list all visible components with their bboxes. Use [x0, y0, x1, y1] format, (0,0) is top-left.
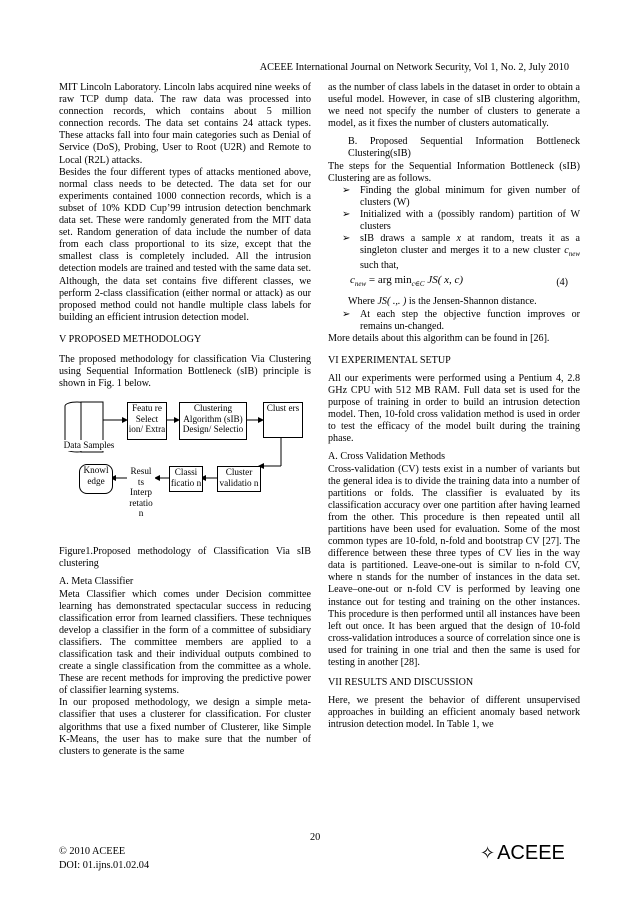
- right-column: [328, 82, 580, 732]
- steps-list-cont: [328, 309, 580, 333]
- feature-selection-box: Featu re Select ion/ Extra: [127, 402, 167, 440]
- paragraph: Meta Classifier which comes under Decision committee learning has demonstrated spectacular success in reducing classification error from learned classifiers. These techniques develop a classifier in the form of a committee of subsidiary classifiers. The committee members are applied to a classification task and their individual outputs combined to create a single classification from the committee as a whole. These are recent methods for improving the predictive power of classifier learning systems.: [59, 588, 311, 697]
- clusters-box: Clust ers: [263, 402, 303, 438]
- equation-where: Where JS( .,. ) is the Jensen-Shannon distance.: [348, 296, 537, 308]
- list-item: ➢ Initialized with a (possibly random) partition of W clusters: [342, 208, 580, 233]
- list-item: ➢ Finding the global minimum for given number of clusters (W): [342, 184, 580, 208]
- paragraph: In our proposed methodology, we design a simple meta-classifier that uses a clusterer for classification. For cluster algorithms that use a fixed number of Clusterer, like Simple K-Means, the user has to make sure that the number of clusters to generate is the same: [59, 697, 311, 757]
- section-heading-proposed-methodology: V PROPOSED METHODOLOGY: [59, 333, 202, 345]
- list-item: ➢ sIB draws a sample x at random, treats it as a singleton cluster and merges it to a new cluster $c_{new}$ such that,: [342, 233, 580, 272]
- cluster-validation-box: Cluster validatio n: [217, 466, 261, 492]
- paragraph: The proposed methodology for classification Via Clustering using Sequential Information Bottleneck (sIB) principle is shown in Fig. 1 below.: [59, 353, 311, 390]
- knowledge-box: Knowl edge: [79, 464, 113, 494]
- paragraph: Cross-validation (CV) tests exist in a number of variants but the general idea is to divide the training data into a number of partitions or folds. The classifier is evaluated by its classification accuracy over one partition after having learned from the other. This procedure is then repeated until all partitions have been used for evaluation. Some of the most common types are 10-fold, n-fold and bootstrap CV [27]. The difference between these three types of CV lies in the way data is partitioned. Leave-one-out is similar to n-fold CV, where n stands for the number of instances in the data set. Leave–one-out or n-fold CV is performed by leaving one instance out for testing and training on the other instances. This procedure is then performed until all instances have been left out once. It has been argued that the design of 10-fold cross-validation introduces a source of correlation since one is used for training in one trial and then the same is used for testing in another [28].: [328, 463, 580, 669]
- left-column: [59, 82, 311, 758]
- results-interpretation-box: Resul ts Interp retatio n: [127, 466, 155, 492]
- footer-doi: DOI: 01.ijns.01.02.04: [59, 860, 150, 871]
- section-heading-experimental-setup: VI EXPERIMENTAL SETUP: [328, 354, 451, 366]
- star-logo-icon: ✧: [480, 843, 496, 863]
- paragraph: All our experiments were performed using a Pentium 4, 2.8 GHz CPU with 512 MB RAM. Full data set is used for the purpose of training in order to build an intrusion detection model. Then, 10-fold cross validation method is used in order to test the efficacy of the model built during the training phase.: [328, 372, 580, 445]
- data-samples-label: Data Samples: [59, 440, 119, 451]
- figure-caption: Figure1.Proposed methodology of Classification Via sIB clustering: [59, 546, 311, 570]
- arrow-bullet-icon: ➢: [342, 208, 351, 220]
- paragraph: MIT Lincoln Laboratory. Lincoln labs acquired nine weeks of raw TCP dump data. The raw data was processed into connection records, which contains about 5 million connection records. The data set contains 24 attack types. These attacks fall into four main categories such as Denial of Service (DoS), Probing, User to Root (U2R) and Remote to Local (R2L) attacks.: [59, 82, 311, 166]
- list-item: ➢ At each step the objective function improves or remains un-changed.: [342, 308, 580, 332]
- paragraph: Besides the four different types of attacks mentioned above, normal class needs to be detected. The data set for our experiments contained 1000 connection records, which is a subset of 10% KDD Cup’99 intrusion detection benchmark data set. These were randomly generated from the MIT data set. Random generation of data include the number of data from each class proportional to its size, except that the smallest class is completely included. All the intrusion detection models are trained and tested with the same data set. Although, the data set contains five different classes, we perform 2-class classification (either normal or attack) as our proposed method could not handle multiple class labels for building an efficient intrusion detection model.: [59, 166, 311, 323]
- section-heading-results: VII RESULTS AND DISCUSSION: [328, 677, 474, 689]
- page-number: 20: [310, 832, 321, 843]
- arrow-bullet-icon: ➢: [342, 233, 351, 245]
- subsection-heading-sib: B. Proposed Sequential Information Bottleneck Clustering(sIB): [348, 136, 580, 160]
- arrow-bullet-icon: ➢: [342, 308, 351, 320]
- paragraph: The steps for the Sequential Information Bottleneck (sIB) Clustering are as follows.: [328, 160, 580, 184]
- subsection-heading-meta-classifier: A. Meta Classifier: [59, 576, 134, 588]
- steps-list: [328, 185, 580, 273]
- paragraph: More details about this algorithm can be found in [26].: [328, 332, 550, 344]
- methodology-figure: [59, 396, 311, 546]
- paragraph: as the number of class labels in the dataset in order to obtain a useful model. However, in case of sIB clustering algorithm, we need not specify the number of clusters to generate a model, as it fixes the number of clusters automatically.: [328, 82, 580, 130]
- arrow-bullet-icon: ➢: [342, 184, 351, 196]
- paragraph: Here, we present the behavior of different unsupervised approaches in building an efficient anomaly based network intrusion detection model. In Table 1, we: [328, 695, 580, 731]
- subsection-heading-cross-validation: A. Cross Validation Methods: [328, 451, 446, 463]
- aceee-logo: ✧ ACEEE: [480, 842, 565, 864]
- footer-copyright: © 2010 ACEEE: [59, 846, 126, 857]
- running-header: ACEEE International Journal on Network Security, Vol 1, No. 2, July 2010: [259, 62, 569, 73]
- equation-number: (4): [556, 277, 568, 289]
- classification-box: Classi ficatio n: [169, 466, 203, 492]
- equation-4: $c_{new}$ = arg $\min_{c\in C} JS$( x, c) (4): [350, 274, 568, 289]
- clustering-algorithm-box: Clustering Algorithm (sIB) Design/ Selectio: [179, 402, 247, 440]
